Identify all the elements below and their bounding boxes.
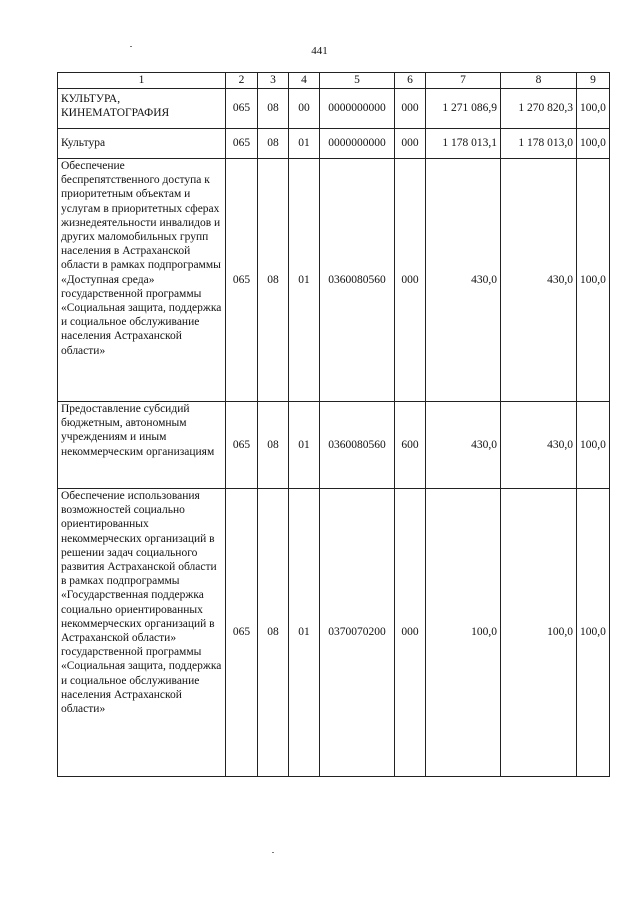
cell-percent: 100,0 xyxy=(577,489,610,777)
row-name: Обеспечение беспрепятственного доступа к приоритетным объектам и услугам в приоритетных сферах жизнедеятельности инвалидов и других маломобильных групп населения в Астраханской области в рамках подпрограммы «Доступная среда» государственной программы «Социальная защита, поддержка и социальное обслуживание населения Астраханской области» xyxy=(58,159,226,402)
cell-admin-code: 065 xyxy=(226,129,258,159)
scan-speck xyxy=(272,852,274,853)
row-name: Предоставление субсидий бюджетным, автономным учреждениям и иным некоммерческим организациям xyxy=(58,402,226,489)
cell-expense-type: 000 xyxy=(395,89,426,129)
row-name: КУЛЬТУРА, КИНЕМАТОГРАФИЯ xyxy=(58,89,226,129)
cell-subsection: 01 xyxy=(289,402,320,489)
cell-target-code: 0360080560 xyxy=(320,159,395,402)
column-header: 9 xyxy=(577,73,610,89)
cell-planned: 430,0 xyxy=(426,402,501,489)
cell-percent: 100,0 xyxy=(577,129,610,159)
cell-subsection: 01 xyxy=(289,159,320,402)
column-header: 5 xyxy=(320,73,395,89)
table-row xyxy=(58,159,610,402)
budget-table xyxy=(57,72,610,777)
cell-planned: 1 271 086,9 xyxy=(426,89,501,129)
column-header: 4 xyxy=(289,73,320,89)
cell-actual: 1 178 013,0 xyxy=(501,129,577,159)
cell-target-code: 0360080560 xyxy=(320,402,395,489)
column-header: 1 xyxy=(58,73,226,89)
scan-speck xyxy=(130,46,132,47)
cell-actual: 430,0 xyxy=(501,159,577,402)
column-header: 6 xyxy=(395,73,426,89)
cell-admin-code: 065 xyxy=(226,402,258,489)
cell-target-code: 0000000000 xyxy=(320,129,395,159)
cell-section: 08 xyxy=(258,89,289,129)
cell-actual: 100,0 xyxy=(501,489,577,777)
cell-section: 08 xyxy=(258,489,289,777)
row-name: Культура xyxy=(58,129,226,159)
cell-target-code: 0370070200 xyxy=(320,489,395,777)
cell-planned: 1 178 013,1 xyxy=(426,129,501,159)
cell-admin-code: 065 xyxy=(226,159,258,402)
cell-expense-type: 000 xyxy=(395,489,426,777)
cell-subsection: 01 xyxy=(289,489,320,777)
table-row xyxy=(58,402,610,489)
cell-section: 08 xyxy=(258,159,289,402)
column-header: 7 xyxy=(426,73,501,89)
cell-planned: 430,0 xyxy=(426,159,501,402)
cell-percent: 100,0 xyxy=(577,89,610,129)
column-header: 2 xyxy=(226,73,258,89)
cell-section: 08 xyxy=(258,402,289,489)
cell-actual: 430,0 xyxy=(501,402,577,489)
page-number: 441 xyxy=(311,45,328,57)
cell-actual: 1 270 820,3 xyxy=(501,89,577,129)
cell-expense-type: 600 xyxy=(395,402,426,489)
cell-expense-type: 000 xyxy=(395,129,426,159)
row-name: Обеспечение использования возможностей социально ориентированных некоммерческих организаций в решении задач социального развития Астраханской области в рамках подпрограммы «Государственная поддержка социально ориентированных некоммерческих организаций в Астраханской области» государственной программы «Социальная защита, поддержка и социальное обслуживание населения Астраханской области» xyxy=(58,489,226,777)
cell-target-code: 0000000000 xyxy=(320,89,395,129)
cell-admin-code: 065 xyxy=(226,489,258,777)
table-row xyxy=(58,89,610,129)
cell-planned: 100,0 xyxy=(426,489,501,777)
cell-admin-code: 065 xyxy=(226,89,258,129)
column-header: 8 xyxy=(501,73,577,89)
cell-section: 08 xyxy=(258,129,289,159)
cell-percent: 100,0 xyxy=(577,402,610,489)
cell-expense-type: 000 xyxy=(395,159,426,402)
cell-percent: 100,0 xyxy=(577,159,610,402)
column-header: 3 xyxy=(258,73,289,89)
table-header-row xyxy=(58,73,610,89)
table-row xyxy=(58,489,610,777)
cell-subsection: 01 xyxy=(289,129,320,159)
cell-subsection: 00 xyxy=(289,89,320,129)
table-row xyxy=(58,129,610,159)
